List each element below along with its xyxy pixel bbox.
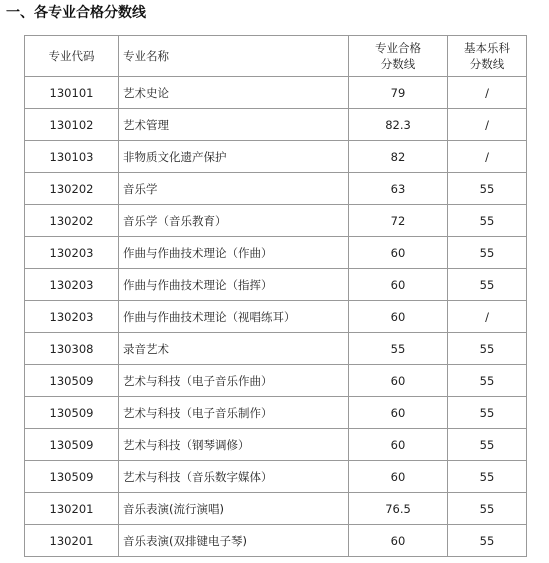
cell-code: 130509 <box>25 461 119 493</box>
header-score-line2: 分数线 <box>380 57 416 71</box>
cell-basic: 55 <box>448 461 527 493</box>
table-row <box>25 525 527 557</box>
score-table <box>24 35 527 557</box>
cell-basic: 55 <box>448 269 527 301</box>
cell-score: 55 <box>349 333 448 365</box>
cell-score: 60 <box>349 461 448 493</box>
cell-name: 作曲与作曲技术理论（作曲） <box>119 237 349 269</box>
table-row <box>25 205 527 237</box>
header-basic-line1: 基本乐科 <box>464 41 510 55</box>
cell-name: 艺术管理 <box>119 109 349 141</box>
cell-basic: 55 <box>448 173 527 205</box>
cell-score: 63 <box>349 173 448 205</box>
table-row <box>25 429 527 461</box>
header-score <box>349 36 448 77</box>
cell-code: 130509 <box>25 429 119 461</box>
cell-score: 60 <box>349 237 448 269</box>
cell-score: 82.3 <box>349 109 448 141</box>
table-row <box>25 269 527 301</box>
cell-basic: 55 <box>448 525 527 557</box>
header-code: 专业代码 <box>25 36 119 77</box>
cell-score: 60 <box>349 365 448 397</box>
table-header-row <box>25 36 527 77</box>
cell-name: 音乐学 <box>119 173 349 205</box>
header-name: 专业名称 <box>119 36 349 77</box>
table-row <box>25 397 527 429</box>
cell-code: 130201 <box>25 493 119 525</box>
cell-name: 非物质文化遗产保护 <box>119 141 349 173</box>
section-heading: 一、各专业合格分数线 <box>6 5 146 21</box>
table-row <box>25 109 527 141</box>
cell-basic: / <box>448 109 527 141</box>
cell-name: 艺术与科技（电子音乐制作） <box>119 397 349 429</box>
table-row <box>25 77 527 109</box>
cell-basic: / <box>448 77 527 109</box>
cell-name: 艺术史论 <box>119 77 349 109</box>
cell-code: 130202 <box>25 173 119 205</box>
cell-score: 72 <box>349 205 448 237</box>
cell-score: 76.5 <box>349 493 448 525</box>
cell-basic: / <box>448 301 527 333</box>
cell-basic: 55 <box>448 493 527 525</box>
header-score-line1: 专业合格 <box>375 41 421 55</box>
table-row <box>25 301 527 333</box>
cell-code: 130308 <box>25 333 119 365</box>
cell-basic: 55 <box>448 429 527 461</box>
cell-code: 130101 <box>25 77 119 109</box>
table-row <box>25 365 527 397</box>
cell-name: 艺术与科技（钢琴调修） <box>119 429 349 461</box>
cell-name: 音乐表演(双排键电子琴) <box>119 525 349 557</box>
cell-name: 录音艺术 <box>119 333 349 365</box>
cell-name: 音乐学（音乐教育） <box>119 205 349 237</box>
table-row <box>25 237 527 269</box>
cell-code: 130103 <box>25 141 119 173</box>
cell-code: 130509 <box>25 397 119 429</box>
table-row <box>25 461 527 493</box>
cell-name: 作曲与作曲技术理论（指挥） <box>119 269 349 301</box>
cell-basic: 55 <box>448 333 527 365</box>
cell-name: 艺术与科技（电子音乐作曲） <box>119 365 349 397</box>
cell-code: 130201 <box>25 525 119 557</box>
cell-name: 艺术与科技（音乐数字媒体） <box>119 461 349 493</box>
cell-basic: 55 <box>448 365 527 397</box>
cell-basic: 55 <box>448 237 527 269</box>
cell-score: 60 <box>349 269 448 301</box>
cell-code: 130203 <box>25 269 119 301</box>
cell-code: 130202 <box>25 205 119 237</box>
table-row <box>25 333 527 365</box>
table-row <box>25 141 527 173</box>
cell-name: 音乐表演(流行演唱) <box>119 493 349 525</box>
cell-score: 60 <box>349 301 448 333</box>
cell-score: 82 <box>349 141 448 173</box>
header-basic <box>448 36 527 77</box>
cell-basic: 55 <box>448 397 527 429</box>
cell-basic: / <box>448 141 527 173</box>
cell-basic: 55 <box>448 205 527 237</box>
cell-score: 79 <box>349 77 448 109</box>
header-basic-line2: 分数线 <box>469 57 505 71</box>
cell-code: 130203 <box>25 237 119 269</box>
table-row <box>25 493 527 525</box>
cell-name: 作曲与作曲技术理论（视唱练耳） <box>119 301 349 333</box>
cell-code: 130102 <box>25 109 119 141</box>
cell-code: 130203 <box>25 301 119 333</box>
table-row <box>25 173 527 205</box>
cell-code: 130509 <box>25 365 119 397</box>
cell-score: 60 <box>349 525 448 557</box>
cell-score: 60 <box>349 429 448 461</box>
cell-score: 60 <box>349 397 448 429</box>
